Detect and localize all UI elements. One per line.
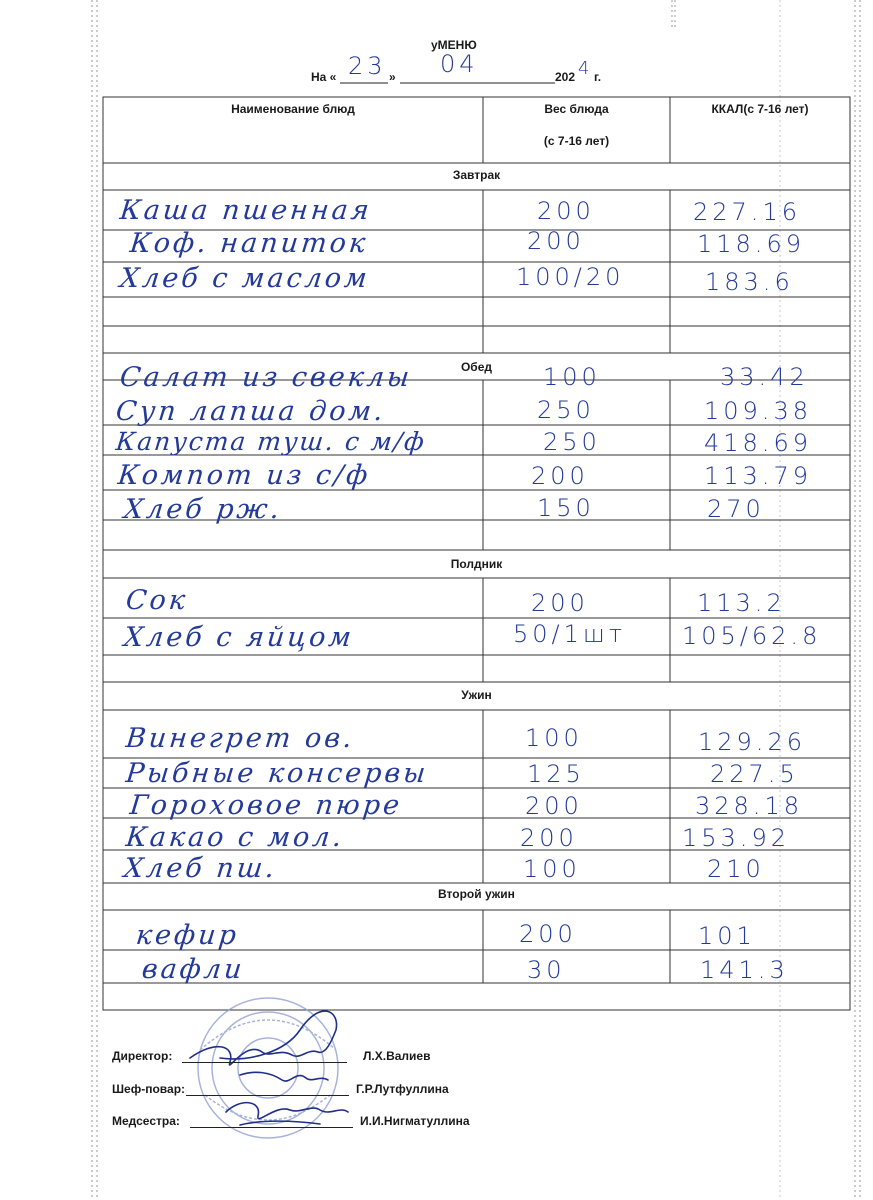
dish-name: кефир	[134, 920, 241, 951]
dish-name: Хлеб с маслом	[118, 263, 372, 294]
dish-weight: 50/1шт	[513, 620, 627, 648]
dish-kcal: 183.6	[705, 268, 794, 296]
date-year-digit: 4	[578, 58, 594, 79]
dish-kcal: 418.69	[704, 429, 812, 457]
chef-label: Шеф-повар:	[112, 1082, 186, 1096]
dish-kcal: 33.42	[720, 363, 809, 391]
dish-weight: 200	[520, 824, 578, 852]
dish-name: Сок	[124, 585, 190, 616]
dish-kcal: 210	[707, 855, 765, 883]
dish-name: Коф. напиток	[128, 228, 370, 259]
dish-weight: 100	[525, 724, 583, 752]
dish-kcal: 129.26	[698, 728, 806, 756]
date-month: 04	[440, 50, 479, 78]
dish-name: Хлеб рж.	[122, 494, 284, 525]
dish-kcal: 113.2	[697, 589, 786, 617]
dish-weight: 200	[519, 920, 577, 948]
date-suffix: г.	[594, 70, 602, 84]
dish-name: Хлеб с яйцом	[122, 622, 356, 653]
dish-weight: 30	[527, 956, 566, 984]
section-title-dinner: Ужин	[461, 688, 492, 702]
dish-name: Рыбные консервы	[124, 758, 430, 789]
column-header-name: Наименование блюд	[231, 102, 355, 116]
stamp-seal	[198, 998, 338, 1138]
dish-name: Каша пшенная	[118, 195, 374, 226]
dish-weight: 250	[537, 396, 595, 424]
column-header-kcal: ККАЛ(с 7-16 лет)	[711, 102, 809, 116]
dish-weight: 200	[531, 589, 589, 617]
dish-weight: 250	[543, 428, 601, 456]
dish-kcal: 227.16	[693, 198, 801, 226]
date-mid: »	[389, 70, 396, 84]
dish-name: Винегрет ов.	[124, 723, 357, 754]
document-title: уМЕНЮ	[431, 38, 477, 52]
section-title-lunch: Обед	[460, 360, 493, 374]
section-title-breakfast: Завтрак	[452, 168, 501, 182]
nurse-signature-line	[190, 1127, 353, 1128]
dish-kcal: 227.5	[710, 760, 799, 788]
nurse-label: Медсестра:	[112, 1114, 180, 1128]
director-signature-line	[182, 1062, 347, 1063]
column-header-weight: Вес блюда	[544, 102, 609, 116]
dish-name: Салат из свеклы	[118, 362, 414, 393]
date-day: 23	[348, 52, 387, 80]
dish-weight: 200	[531, 462, 589, 490]
date-year-prefix: 202	[555, 70, 576, 84]
dish-kcal: 141.3	[700, 956, 789, 984]
dish-name: Капуста туш. с м/ф	[114, 427, 428, 456]
dish-name: вафли	[140, 954, 247, 985]
dish-weight: 100	[543, 363, 601, 391]
dish-name: Суп лапша дом.	[114, 396, 388, 427]
dish-weight: 200	[525, 792, 583, 820]
chef-name: Г.Р.Лутфуллина	[356, 1082, 449, 1096]
date-prefix: На «	[311, 70, 337, 84]
section-title-snack: Полдник	[450, 557, 503, 571]
dish-weight: 200	[527, 227, 585, 255]
dish-kcal: 153.92	[682, 824, 790, 852]
chef-signature-line	[186, 1095, 349, 1096]
dish-name: Хлеб пш.	[122, 853, 279, 884]
nurse-name: И.И.Нигматуллина	[360, 1114, 470, 1128]
dish-name: Какао с мол.	[124, 822, 346, 853]
director-label: Директор:	[112, 1049, 173, 1063]
dish-kcal: 105/62.8	[682, 622, 822, 650]
section-title-second-dinner: Второй ужин	[438, 887, 515, 901]
dish-kcal: 118.69	[697, 230, 805, 258]
column-header-weight-age: (с 7-16 лет)	[543, 134, 610, 148]
director-name: Л.Х.Валиев	[363, 1049, 431, 1063]
dish-weight: 100/20	[516, 263, 625, 291]
dish-name: Гороховое пюре	[128, 790, 404, 821]
dish-weight: 200	[537, 197, 595, 225]
dish-kcal: 113.79	[704, 462, 812, 490]
dish-weight: 125	[527, 760, 585, 788]
dish-kcal: 101	[698, 922, 756, 950]
dish-kcal: 270	[707, 495, 765, 523]
dish-kcal: 328.18	[695, 792, 803, 820]
dish-kcal: 109.38	[704, 397, 812, 425]
dish-name: Компот из с/ф	[116, 460, 373, 491]
dish-weight: 100	[523, 855, 581, 883]
dish-weight: 150	[537, 494, 595, 522]
